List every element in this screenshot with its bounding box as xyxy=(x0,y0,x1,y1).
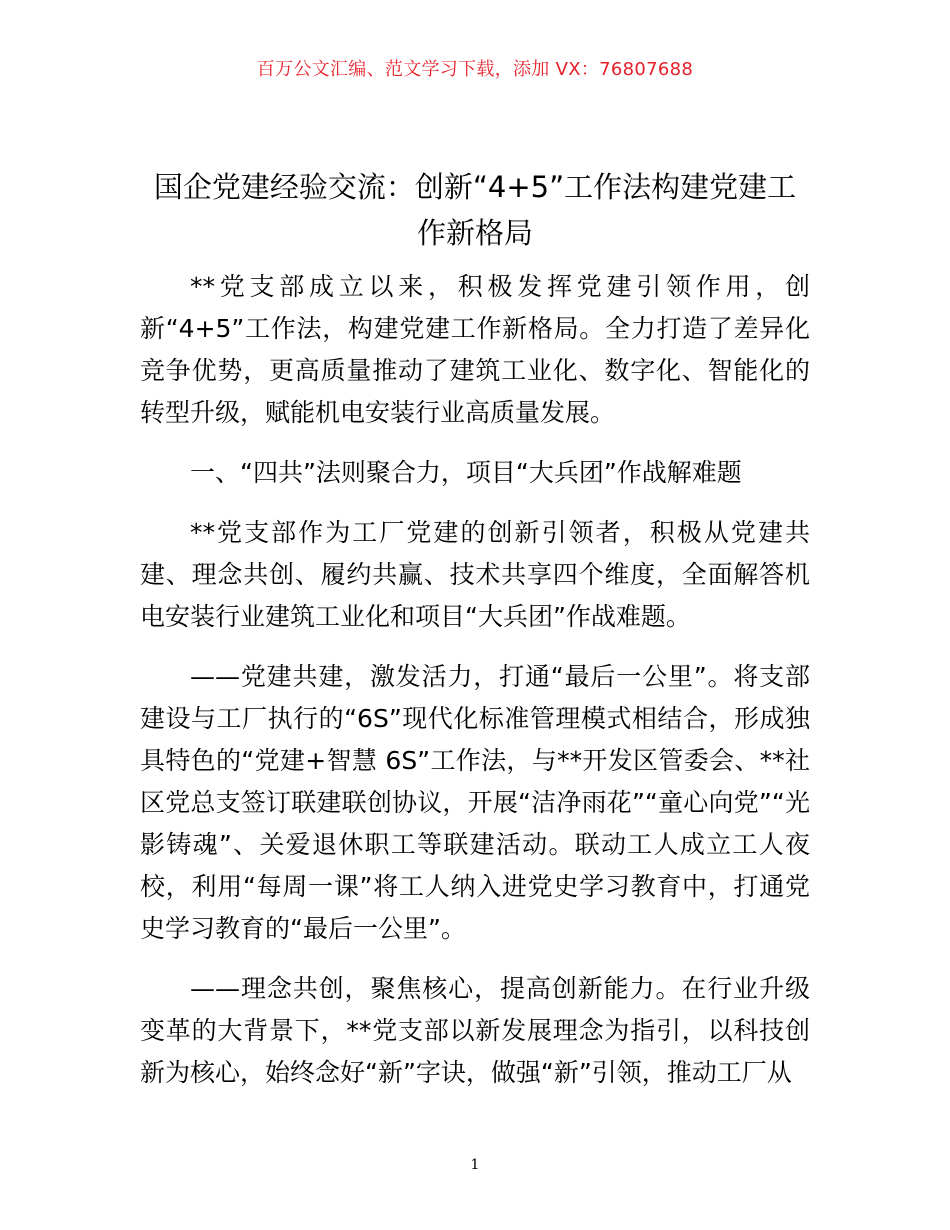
document-body xyxy=(140,266,810,1112)
document-title: 国企党建经验交流：创新“4+5”工作法构建党建工作新格局 xyxy=(153,170,797,250)
paragraph-concept-co-creation: ——理念共创，聚焦核心，提高创新能力。在行业升级变革的大背景下，**党支部以新发展理念为指引，以科技创新为核心，始终念好“新”字诀，做强“新”引领，推动工厂从 xyxy=(140,974,810,1087)
paragraph-party-building: ——党建共建，激发活力，打通“最后一公里”。将支部建设与工厂执行的“6S”现代化标准管理模式相结合，形成独具特色的“党建+智慧 6S”工作法，与**开发区管委会、**社区党总支签订联建联创协议，开展“洁净雨花”“童心向党”“光影铸魂”、关爱退休职工等联建活动。联动工人成立工人夜校，利用“每周一课”将工人纳入进党史学习教育中，打通党史学习教育的“最后一公里”。 xyxy=(140,662,810,943)
paragraph-section-1-intro: **党支部作为工厂党建的创新引领者，积极从党建共建、理念共创、履约共赢、技术共享四个维度，全面解答机电安装行业建筑工业化和项目“大兵团”作战难题。 xyxy=(140,518,810,631)
section-heading-1: 一、“四共”法则聚合力，项目“大兵团”作战解难题 xyxy=(190,458,742,487)
page-number: 1 xyxy=(470,1157,480,1173)
watermark-header: 百万公文汇编、范文学习下载，添加 VX：76807688 xyxy=(256,59,694,80)
paragraph-intro: **党支部成立以来，积极发挥党建引领作用，创新“4+5”工作法，构建党建工作新格局。全力打造了差异化竞争优势，更高质量推动了建筑工业化、数字化、智能化的转型升级，赋能机电安装行业高质量发展。 xyxy=(140,272,810,427)
